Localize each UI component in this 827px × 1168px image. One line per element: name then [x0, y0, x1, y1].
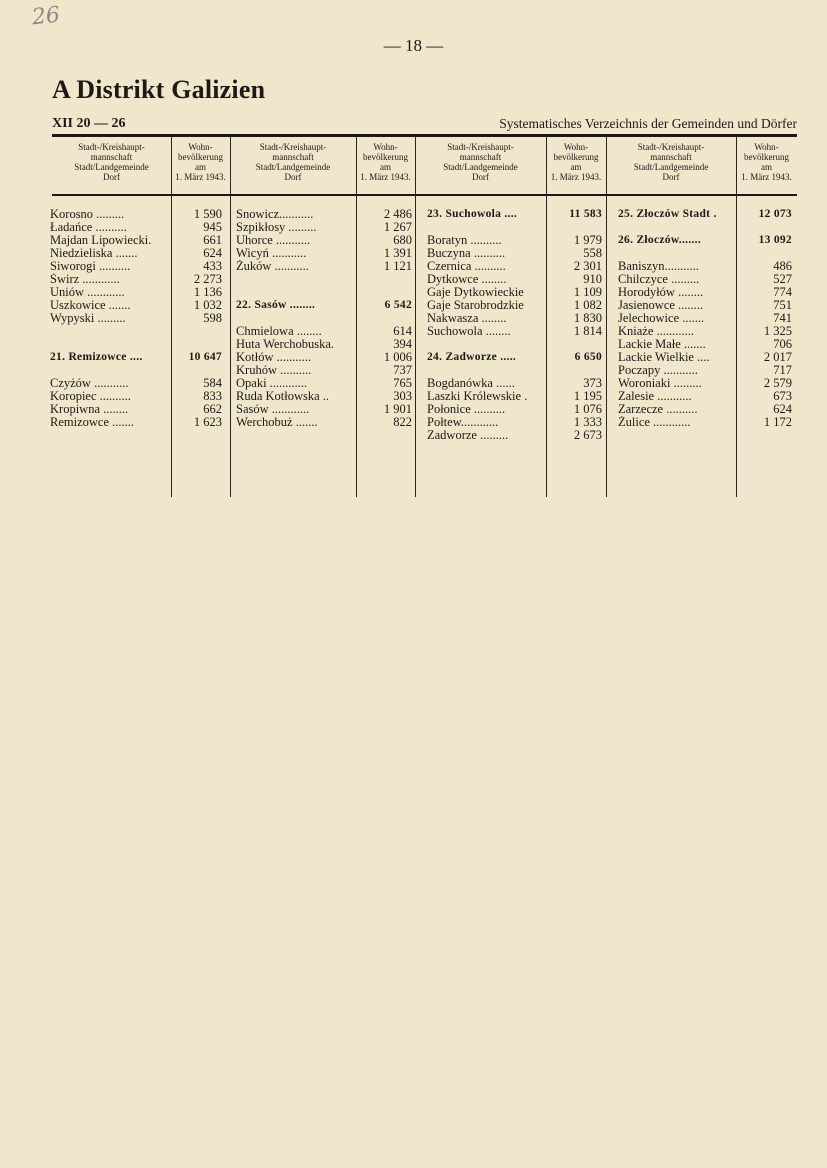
population-cell: 373 — [583, 377, 602, 390]
place-name-cell: Ładańce .......... — [50, 221, 127, 234]
population-cell: 1 195 — [573, 390, 602, 403]
population-cell — [547, 221, 602, 234]
population-cell: 6 542 — [384, 299, 412, 311]
population-cell: 661 — [203, 234, 222, 247]
population-cell: 624 — [773, 403, 792, 416]
population-cell — [357, 273, 412, 286]
place-name-cell: 26. Złoczów....... — [618, 234, 702, 246]
place-name-cell: Szpikłosy ......... — [236, 221, 317, 234]
population-col-2 — [357, 208, 412, 429]
place-name-cell — [50, 338, 170, 351]
place-name-cell: Baniszyn........... — [618, 260, 699, 273]
place-name-cell: Gaje Dytkowieckie — [427, 286, 524, 299]
place-name-cell — [236, 286, 355, 299]
population-cell: 1 979 — [573, 234, 602, 247]
population-cell: 2 301 — [573, 260, 602, 273]
register-title: Systematisches Verzeichnis der Gemeinden und Dörfer — [499, 116, 797, 131]
place-names-col-4 — [618, 208, 735, 429]
population-cell: 6 650 — [574, 351, 602, 363]
place-name-cell: Siworogi .......... — [50, 260, 131, 273]
population-cell: 10 647 — [188, 351, 222, 363]
place-name-cell: Uhorce ........... — [236, 234, 311, 247]
place-name-cell: Kropiwna ........ — [50, 403, 129, 416]
population-cell: 910 — [583, 273, 602, 286]
population-col-1 — [172, 208, 222, 429]
population-cell: 433 — [203, 260, 222, 273]
population-cell — [357, 286, 412, 299]
population-cell: 1 267 — [383, 221, 412, 234]
header-population-column: Wohn- bevölkerung am 1. März 1943. — [175, 142, 226, 182]
place-name-cell: Snowicz........... — [236, 208, 314, 221]
population-cell: 1 172 — [763, 416, 792, 429]
header-bottom-rule — [52, 194, 797, 196]
place-name-cell — [50, 325, 170, 338]
place-name-cell: Nakwasza ........ — [427, 312, 507, 325]
place-name-cell: Poczapy ........... — [618, 364, 698, 377]
population-cell: 558 — [583, 247, 602, 260]
place-name-cell — [50, 364, 170, 377]
population-cell — [172, 338, 222, 351]
place-names-col-3 — [427, 208, 545, 442]
place-name-cell: Zalesie ........... — [618, 390, 692, 403]
place-name-cell: Wypyski ......... — [50, 312, 126, 325]
place-name-cell: Huta Werchobuska. — [236, 338, 335, 351]
population-cell — [547, 364, 602, 377]
population-cell — [737, 247, 792, 260]
population-cell: 13 092 — [758, 234, 792, 246]
place-name-cell: Bogdanówka ...... — [427, 377, 515, 390]
population-cell: 527 — [773, 273, 792, 286]
place-name-cell: 21. Remizowce .... — [50, 351, 143, 363]
place-name-cell — [427, 338, 545, 351]
population-cell — [172, 364, 222, 377]
population-cell: 598 — [203, 312, 222, 325]
population-cell: 822 — [393, 416, 412, 429]
place-name-cell: 23. Suchowola .... — [427, 208, 518, 220]
population-cell: 12 073 — [758, 208, 792, 220]
place-name-cell: Sasów ............ — [236, 403, 310, 416]
column-divider — [230, 137, 231, 497]
population-cell: 1 121 — [383, 260, 412, 273]
place-name-cell: Korosno ......... — [50, 208, 125, 221]
population-cell: 833 — [203, 390, 222, 403]
population-cell: 2 273 — [193, 273, 222, 286]
population-cell: 673 — [773, 390, 792, 403]
place-name-cell: Żulice ............ — [618, 416, 691, 429]
place-name-cell: Ruda Kotłowska .. — [236, 390, 330, 403]
place-name-cell: Chilczyce ......... — [618, 273, 700, 286]
population-cell: 741 — [773, 312, 792, 325]
place-name-cell — [618, 247, 735, 260]
place-name-cell: Werchobuż ....... — [236, 416, 318, 429]
population-cell: 945 — [203, 221, 222, 234]
header-population-column: Wohn- bevölkerung am 1. März 1943. — [550, 142, 602, 182]
pencil-page-note: 26 — [30, 2, 62, 31]
population-cell: 1 076 — [573, 403, 602, 416]
population-cell: 1 006 — [383, 351, 412, 364]
place-name-cell — [236, 312, 355, 325]
population-cell — [737, 221, 792, 234]
population-cell: 2 673 — [573, 429, 602, 442]
population-col-3 — [547, 208, 602, 442]
place-name-cell: Połtew............ — [427, 416, 499, 429]
place-name-cell: Dytkowce ........ — [427, 273, 507, 286]
place-name-cell: Uniów ............ — [50, 286, 125, 299]
population-cell: 706 — [773, 338, 792, 351]
population-cell: 1 333 — [573, 416, 602, 429]
population-cell: 1 325 — [763, 325, 792, 338]
population-cell: 1 590 — [193, 208, 222, 221]
place-name-cell: Kniaże ............ — [618, 325, 695, 338]
population-cell: 2 579 — [763, 377, 792, 390]
place-name-cell: Kruhów .......... — [236, 364, 312, 377]
place-name-cell: Zadworze ......... — [427, 429, 509, 442]
population-cell: 680 — [393, 234, 412, 247]
place-names-col-2 — [236, 208, 355, 429]
place-name-cell: Chmielowa ........ — [236, 325, 322, 338]
place-name-cell: Gaje Starobrodzkie — [427, 299, 524, 312]
place-name-cell: Lackie Małe ....... — [618, 338, 706, 351]
place-name-cell: Czernica .......... — [427, 260, 506, 273]
place-name-cell: 24. Zadworze ..... — [427, 351, 517, 363]
population-cell — [547, 338, 602, 351]
place-name-cell — [618, 221, 735, 234]
population-cell — [172, 325, 222, 338]
population-cell: 624 — [203, 247, 222, 260]
place-name-cell: Majdan Lipowiecki. — [50, 234, 152, 247]
district-title: A Distrikt Galizien — [52, 75, 266, 104]
population-cell: 1 136 — [193, 286, 222, 299]
header-name-column: Stadt-/Kreishaupt- mannschaft Stadt/Landgemeinde Dorf — [443, 142, 518, 182]
population-cell: 737 — [393, 364, 412, 377]
population-cell: 1 901 — [383, 403, 412, 416]
population-cell: 1 814 — [573, 325, 602, 338]
population-cell: 2 486 — [383, 208, 412, 221]
population-cell: 1 032 — [193, 299, 222, 312]
place-names-col-1 — [50, 208, 170, 429]
population-cell: 1 623 — [193, 416, 222, 429]
place-name-cell: Woroniaki ......... — [618, 377, 702, 390]
population-cell: 303 — [393, 390, 412, 403]
page-number: — 18 — — [383, 36, 444, 55]
place-name-cell: Niedzieliska ....... — [50, 247, 138, 260]
population-cell: 1 830 — [573, 312, 602, 325]
header-name-column: Stadt-/Kreishaupt- mannschaft Stadt/Landgemeinde Dorf — [74, 142, 149, 182]
population-cell: 614 — [393, 325, 412, 338]
population-cell: 584 — [203, 377, 222, 390]
place-name-cell — [236, 273, 355, 286]
population-cell: 394 — [393, 338, 412, 351]
place-name-cell: Zarzecze .......... — [618, 403, 698, 416]
column-divider — [606, 137, 607, 497]
column-divider — [415, 137, 416, 497]
place-name-cell — [427, 364, 545, 377]
population-cell: 1 109 — [573, 286, 602, 299]
place-name-cell: Uszkowice ....... — [50, 299, 131, 312]
header-name-column: Stadt-/Kreishaupt- mannschaft Stadt/Landgemeinde Dorf — [255, 142, 331, 182]
place-name-cell: Remizowce ....... — [50, 416, 135, 429]
place-name-cell: Suchowola ........ — [427, 325, 511, 338]
place-name-cell — [427, 221, 545, 234]
population-cell: 662 — [203, 403, 222, 416]
place-name-cell: Buczyna .......... — [427, 247, 506, 260]
population-cell: 1 391 — [383, 247, 412, 260]
place-name-cell: Czyżów ........... — [50, 377, 129, 390]
place-name-cell: Połonice .......... — [427, 403, 506, 416]
place-name-cell: Jelechowice ....... — [618, 312, 705, 325]
header-population-column: Wohn- bevölkerung am 1. März 1943. — [360, 142, 411, 182]
place-name-cell: Jasienowce ........ — [618, 299, 704, 312]
section-code: XII 20 — 26 — [52, 116, 126, 131]
place-name-cell: 25. Złoczów Stadt . — [618, 208, 717, 220]
population-cell: 717 — [773, 364, 792, 377]
population-cell: 486 — [773, 260, 792, 273]
population-cell: 751 — [773, 299, 792, 312]
place-name-cell: Świrz ............ — [50, 273, 120, 286]
place-name-cell: Opaki ............ — [236, 377, 308, 390]
header-name-column: Stadt-/Kreishaupt- mannschaft Stadt/Landgemeinde Dorf — [633, 142, 709, 182]
population-cell — [357, 312, 412, 325]
table-top-rule — [52, 134, 797, 137]
place-name-cell: 22. Sasów ........ — [236, 299, 316, 311]
place-name-cell: Kotłów ........... — [236, 351, 311, 364]
population-col-4 — [737, 208, 792, 429]
population-cell: 2 017 — [763, 351, 792, 364]
place-name-cell: Lackie Wielkie .... — [618, 351, 710, 364]
place-name-cell: Boratyn .......... — [427, 234, 502, 247]
place-name-cell: Laszki Królewskie . — [427, 390, 528, 403]
population-cell: 765 — [393, 377, 412, 390]
population-cell: 11 583 — [569, 208, 602, 220]
population-cell: 1 082 — [573, 299, 602, 312]
place-name-cell: Koropiec .......... — [50, 390, 131, 403]
place-name-cell: Horodyłów ........ — [618, 286, 704, 299]
header-population-column: Wohn- bevölkerung am 1. März 1943. — [741, 142, 792, 182]
place-name-cell: Żuków ........... — [236, 260, 309, 273]
population-cell: 774 — [773, 286, 792, 299]
place-name-cell: Wicyń ........... — [236, 247, 307, 260]
